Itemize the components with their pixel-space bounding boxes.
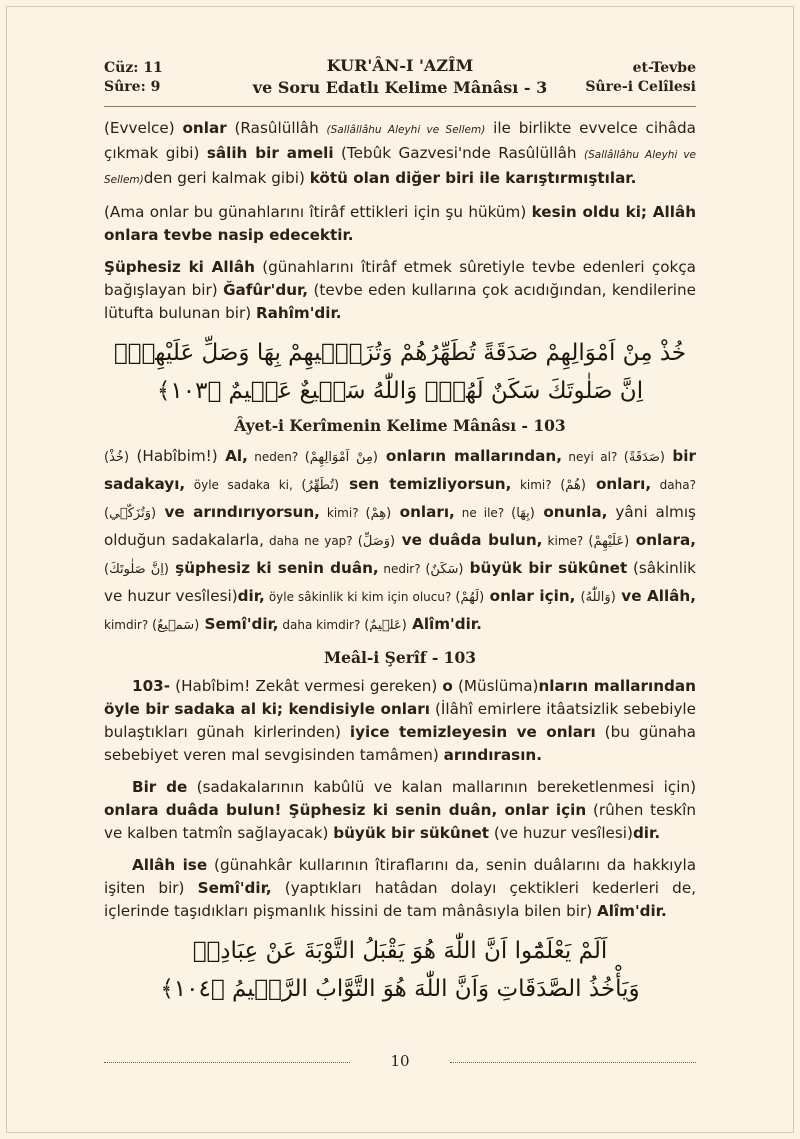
- surah-number-label: Sûre: 9: [104, 79, 161, 95]
- main-content: [104, 117, 696, 1008]
- page-number: 10: [390, 1052, 410, 1070]
- ayah-103-line-2: اِنَّ صَلٰوتَكَ سَكَنٌ لَهُمْۜ وَاللّٰهُ سَم۪يعٌ عَل۪يمٌ ﴿١٠٣﴾: [156, 378, 644, 404]
- book-subtitle: ve Soru Edatlı Kelime Mânâsı - 3: [252, 78, 548, 97]
- surah-label: Sûre-i Celîlesi: [585, 79, 696, 95]
- page-footer: [104, 1052, 696, 1076]
- word-meaning-title: Âyet-i Kerîmenin Kelime Mânâsı - 103: [234, 416, 566, 435]
- ayah-104-line-2: وَيَأْخُذُ الصَّدَقَاتِ وَاَنَّ اللّٰهَ هُوَ التَّوَّابُ الرَّح۪يمُ ﴿١٠٤﴾: [160, 976, 640, 1002]
- header-divider: [104, 106, 696, 107]
- meal-paragraph-3: Allâh ise (günahkâr kullarının îtiraflarını da, senin duâlarını da hakkıyla işiten bir) Semî'dir, (yaptıkları hatâdan dolayı çektikleri kederleri de, içlerinde taşıdıkları pişmanlık hissini de tam mânâsıyla bilen bir) Alîm'dir.: [104, 856, 697, 920]
- meal-paragraph-2: Bir de (sadakalarının kabûlü ve kalan mallarının bereketlenmesi için) onlara duâda bulun! Şüphesiz ki senin duân, onlar için (rûhen teskîn ve kalben tatmîn sağlayacak) büyük bir sükûnet (ve huzur vesîlesi)dir.: [104, 778, 696, 842]
- ayah-103: [104, 334, 696, 410]
- footer-dots-right: [450, 1062, 696, 1063]
- paragraph-2: (Ama onlar bu günahlarını îtirâf ettikleri için şu hüküm) kesin oldu ki; Allâh onlara tevbe nasip edecektir.: [104, 203, 697, 244]
- meal-paragraph-1: 103- (Habîbim! Zekât vermesi gereken) o (Müslüma)nların mallarından öyle bir sadaka al ki; kendisiyle onları (İlâhî emirlere itâatsizlik sebebiyle bulaştıkları günah kirlerinden) iyice temizleyesin ve onları (bu günaha sebebiyet veren mal sevgisinden tamâmen) arındırasın.: [104, 677, 696, 764]
- ayah-104: [104, 932, 696, 1008]
- paragraph-3: Şüphesiz ki Allâh (günahlarını îtirâf etmek sûretiyle tevbe edenleri çokça bağışlayan bir) Ğafûr'dur, (tevbe eden kullarına çok acıdığından, kendilerine lütufta bulunan bir) Rahîm'dir.: [104, 258, 696, 322]
- surah-name: et-Tevbe: [632, 60, 696, 76]
- running-header: [104, 55, 696, 105]
- word-meaning-paragraph: (خُذْ) (Habîbim!) Al, neden? (مِنْ اَمْوَالِهِمْ) onların mallarından, neyi al? (صَدَقَةً) bir sadakayı, öyle sadaka ki, (تُطَهِّرُ) sen temizliyorsun, kimi? (هُمْ) onları, daha? (وَتُزَكّ۪ي) ve arındırıyorsun, kimi? (هِمْ) onları, ne ile? (بِهَا) onunla, yâni almış olduğun sadakalarla, daha ne yap? (وَصَلِّ) ve duâda bulun, kime? (عَلَيْهِمْ) onlara, (اِنَّ صَلٰوتَكَ) şüphesiz ki senin duân, nedir? (سَكَنٌ) büyük bir sükûnet (sâkinlik ve huzur vesîlesi)dir, öyle sâkinlik ki kim için olucu? (لَهُمْ) onlar için, (وَاللّٰهُ) ve Allâh, kimdir? (سَم۪يعٌ) Semî'dir, daha kimdir? (عَل۪يمٌ) Alîm'dir.: [104, 447, 697, 633]
- ayah-103-line-1: خُذْ مِنْ اَمْوَالِهِمْ صَدَقَةً تُطَهِّرُهُمْ وَتُزَكّ۪يهِمْ بِهَا وَصَلِّ عَلَيْهِمْۜ: [113, 340, 687, 366]
- juz-label: Cüz: 11: [104, 60, 163, 76]
- book-title: KUR'ÂN-I 'AZÎM: [326, 56, 474, 75]
- paragraph-1: (Evvelce) onlar (Rasûlüllâh (Sallâllâhu Aleyhi ve Sellem) ile birlikte evvelce cihâda çıkmak gibi) sâlih bir ameli (Tebûk Gazvesi'nde Rasûlüllâh (Sallâllâhu Aleyhi ve Sellem)den geri kalmak gibi) kötü olan diğer biri ile karıştırmıştılar.: [104, 119, 697, 187]
- meal-title: Meâl-i Şerîf - 103: [323, 648, 477, 667]
- ayah-104-line-1: اَلَمْ يَعْلَمُٓوا اَنَّ اللّٰهَ هُوَ يَقْبَلُ التَّوْبَةَ عَنْ عِبَادِه۪: [192, 938, 608, 964]
- header-right: [585, 59, 696, 97]
